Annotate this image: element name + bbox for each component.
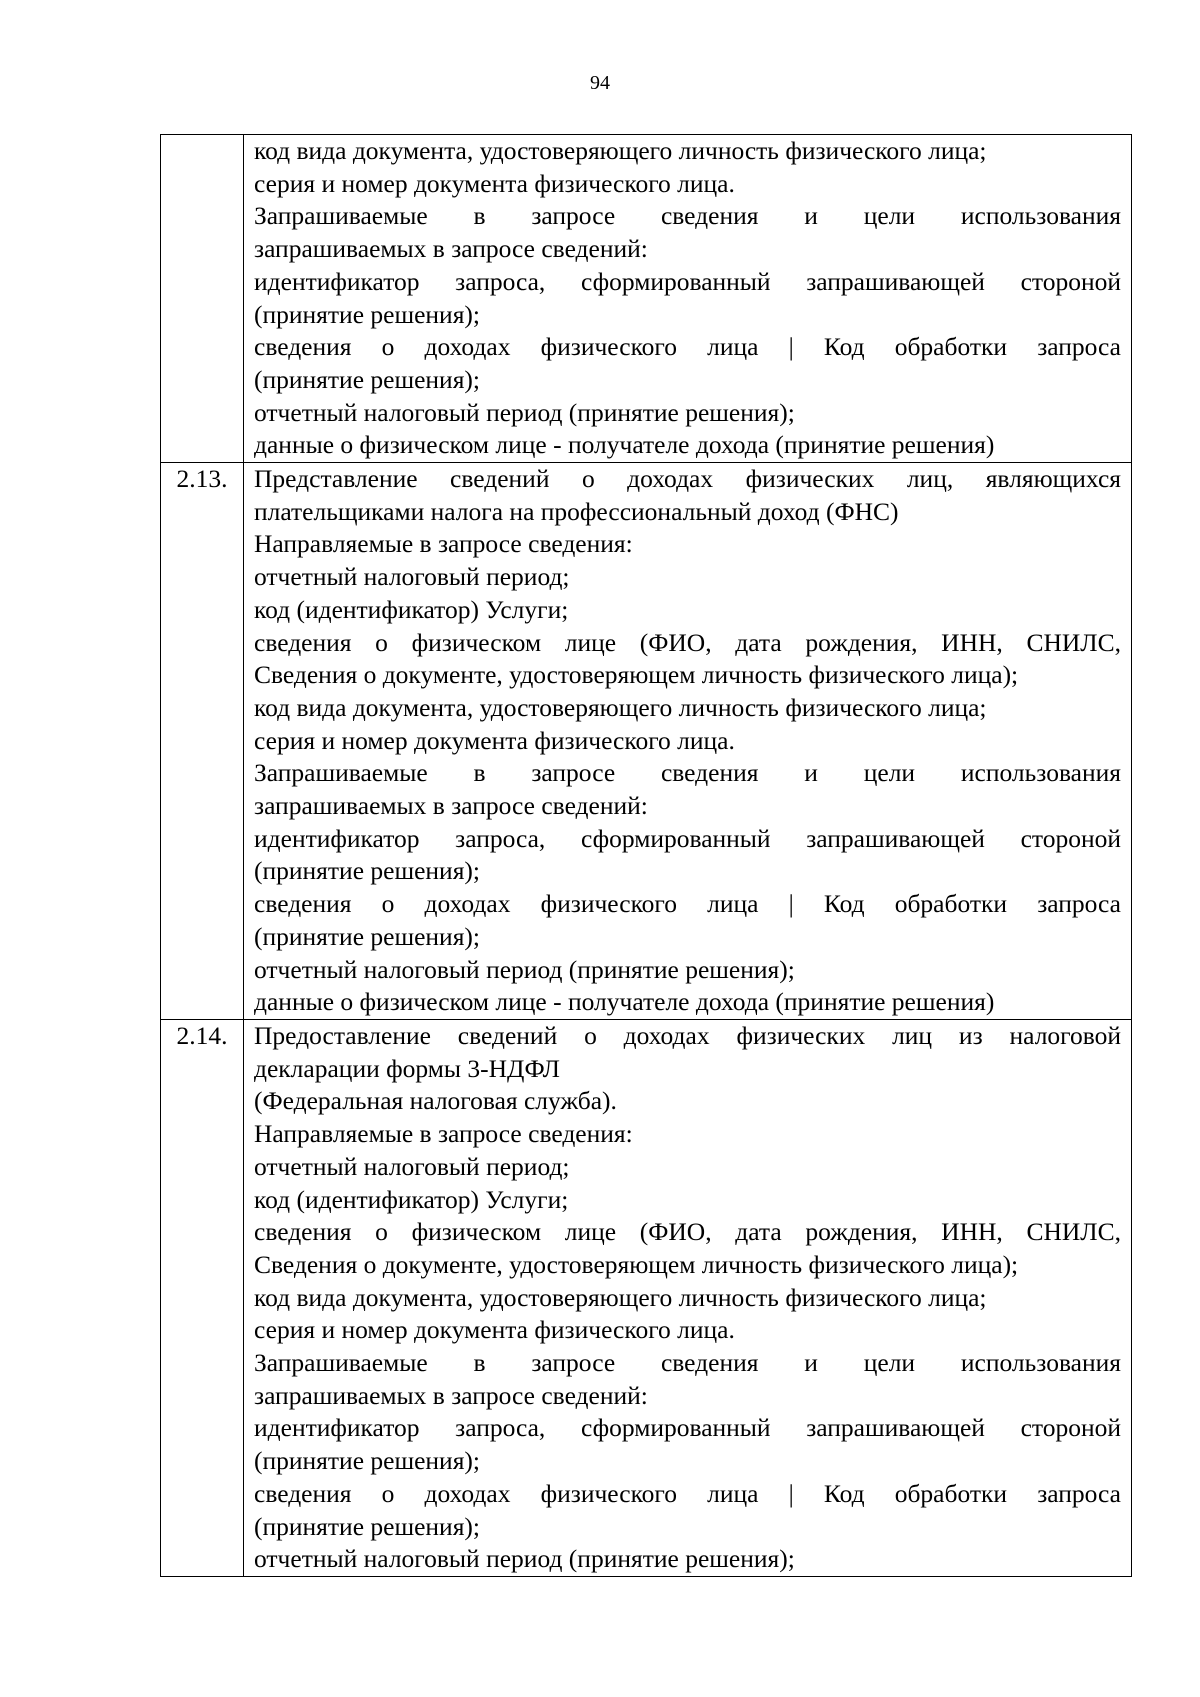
description-line: (Федеральная налоговая служба).: [254, 1086, 617, 1116]
description-line: серия и номер документа физического лица.: [254, 1315, 735, 1345]
row-description-cell: [244, 463, 1132, 1020]
description-line: отчетный налоговый период (принятие решения);: [254, 954, 795, 984]
services-table: [160, 134, 1132, 1577]
table-row: [161, 1019, 1132, 1576]
description-line: код вида документа, удостоверяющего личность физического лица;: [254, 1282, 987, 1312]
description-line: сведения о физическом лице (ФИО, дата рождения, ИНН, СНИЛС,: [254, 1217, 1121, 1247]
description-line: код (идентификатор) Услуги;: [254, 1184, 569, 1214]
description-line: Запрашиваемые в запросе сведения и цели использования: [254, 758, 1121, 788]
description-line: отчетный налоговый период;: [254, 1151, 570, 1181]
description-line: Направляемые в запросе сведения:: [254, 1119, 633, 1149]
description-line: сведения о доходах физического лица | Код обработки запроса: [254, 1478, 1121, 1508]
description-line: (принятие решения);: [254, 1511, 481, 1541]
description-line: (принятие решения);: [254, 364, 481, 394]
description-line: Запрашиваемые в запросе сведения и цели использования: [254, 1348, 1121, 1378]
description-line: (принятие решения);: [254, 299, 481, 329]
description-line: идентификатор запроса, сформированный запрашивающей стороной: [254, 1413, 1121, 1443]
description-line: сведения о доходах физического лица | Код обработки запроса: [254, 889, 1121, 919]
description-line: Запрашиваемые в запросе сведения и цели использования: [254, 201, 1121, 231]
description-line: идентификатор запроса, сформированный запрашивающей стороной: [254, 266, 1121, 296]
row-number: 2.14.: [176, 1020, 228, 1050]
description-line: отчетный налоговый период (принятие решения);: [254, 1544, 795, 1574]
description-line: код (идентификатор) Услуги;: [254, 594, 569, 624]
row-number: 2.13.: [176, 464, 228, 494]
description-line: (принятие решения);: [254, 921, 481, 951]
description-line: запрашиваемых в запросе сведений:: [254, 791, 648, 821]
description-line: плательщиками налога на профессиональный доход (ФНС): [254, 496, 899, 526]
table-row: [161, 135, 1132, 463]
description-line: идентификатор запроса, сформированный запрашивающей стороной: [254, 823, 1121, 853]
description-line: данные о физическом лице - получателе дохода (принятие решения): [254, 987, 995, 1017]
row-description-cell: [244, 135, 1132, 463]
description-line: отчетный налоговый период;: [254, 562, 570, 592]
description-line: код вида документа, удостоверяющего личность физического лица;: [254, 692, 987, 722]
description-line: запрашиваемых в запросе сведений:: [254, 234, 648, 264]
page-number: 94: [590, 72, 610, 94]
description-line: данные о физическом лице - получателе дохода (принятие решения): [254, 430, 995, 460]
row-description-cell: [244, 1019, 1132, 1576]
description-line: код вида документа, удостоверяющего личность физического лица;: [254, 136, 987, 165]
description-line: декларации формы 3-НДФЛ: [254, 1053, 560, 1083]
table-row: [161, 463, 1132, 1020]
description-line: серия и номер документа физического лица.: [254, 168, 735, 198]
description-line: (принятие решения);: [254, 1446, 481, 1476]
description-line: серия и номер документа физического лица.: [254, 725, 735, 755]
description-line: Сведения о документе, удостоверяющем личность физического лица);: [254, 1249, 1019, 1279]
description-line: запрашиваемых в запросе сведений:: [254, 1380, 648, 1410]
description-line: Сведения о документе, удостоверяющем личность физического лица);: [254, 660, 1019, 690]
row-number-cell: [161, 463, 244, 1020]
description-line: сведения о доходах физического лица | Код обработки запроса: [254, 332, 1121, 362]
row-number-cell: [161, 1019, 244, 1576]
description-line: Предоставление сведений о доходах физических лиц из налоговой: [254, 1020, 1121, 1050]
table-body: [161, 135, 1132, 1577]
row-number-cell: [161, 135, 244, 463]
description-line: отчетный налоговый период (принятие решения);: [254, 397, 795, 427]
description-line: (принятие решения);: [254, 856, 481, 886]
description-line: сведения о физическом лице (ФИО, дата рождения, ИНН, СНИЛС,: [254, 627, 1121, 657]
description-line: Направляемые в запросе сведения:: [254, 529, 633, 559]
description-line: Представление сведений о доходах физических лиц, являющихся: [254, 464, 1121, 494]
